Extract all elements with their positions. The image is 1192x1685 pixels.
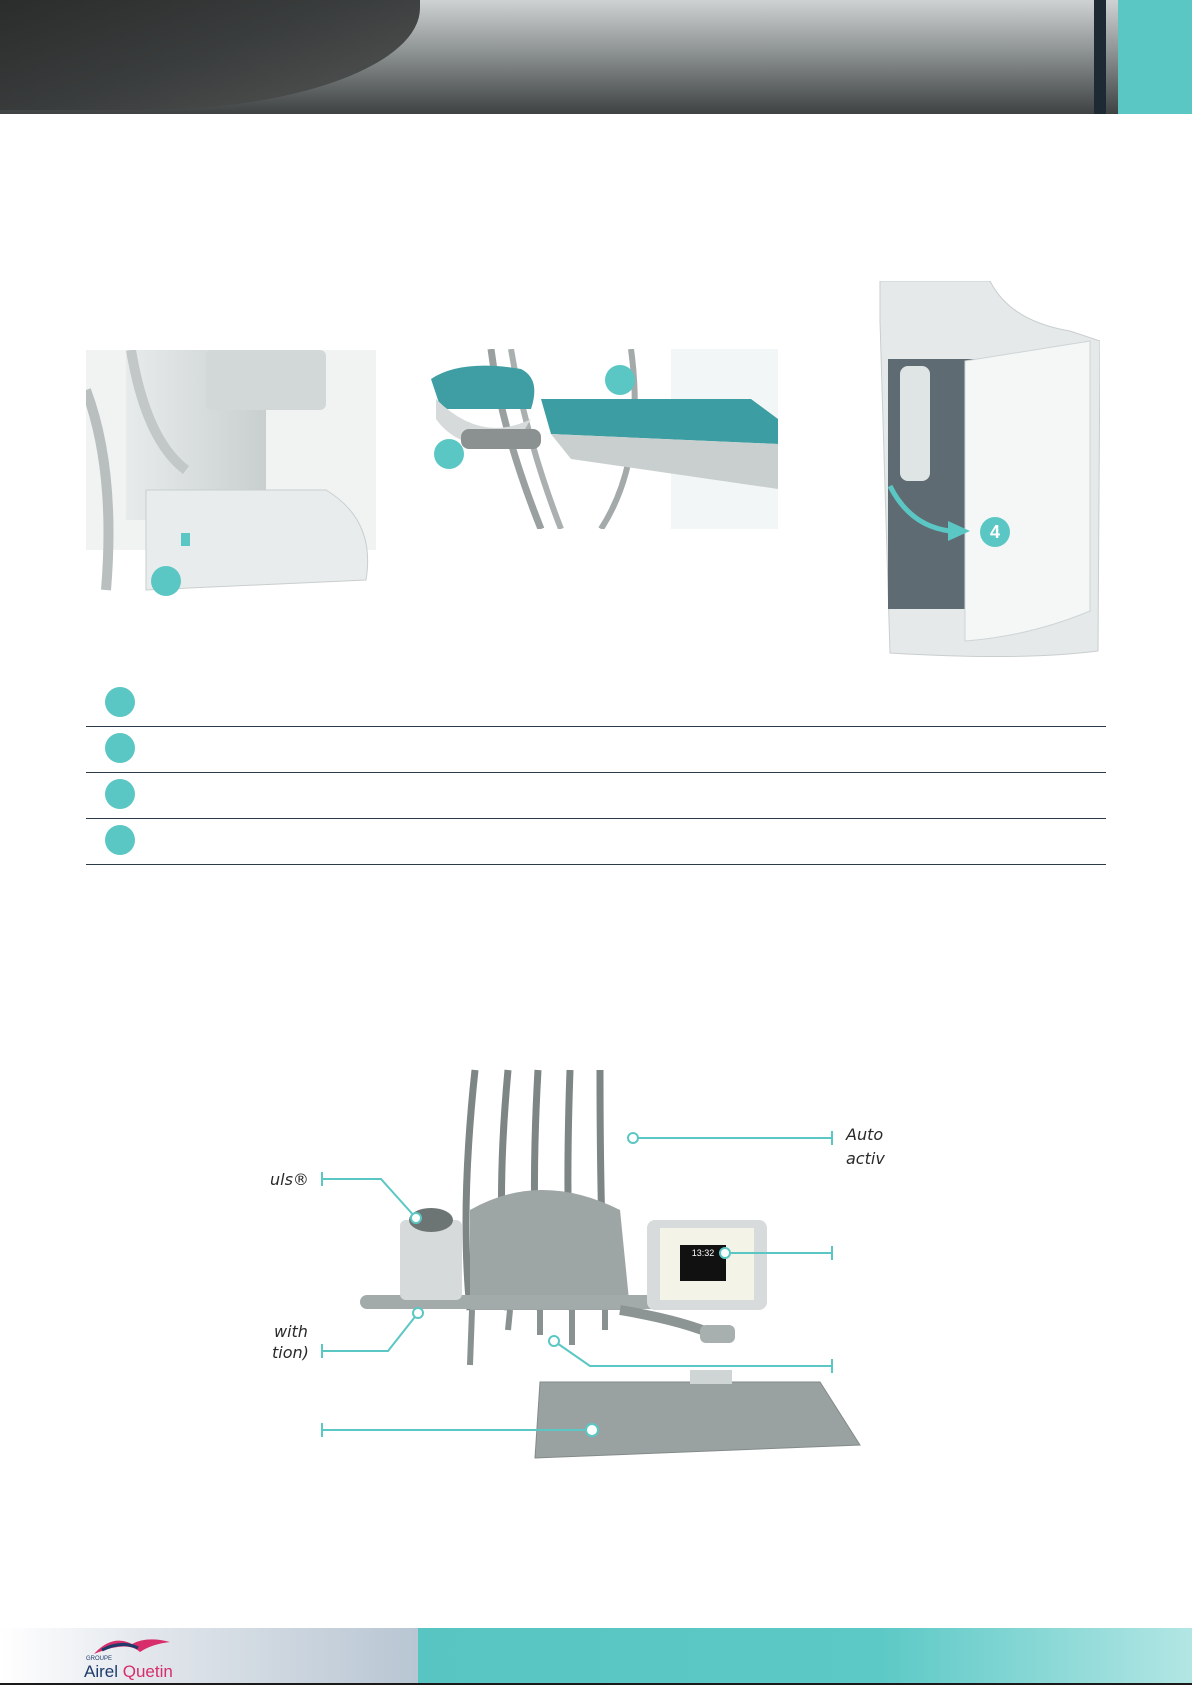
footer-teal-band: [418, 1628, 1192, 1685]
screen-time: 13:32: [691, 1248, 715, 1258]
annotation-left-mid-line2: tion): [272, 1343, 309, 1362]
logo-wordmark-part2: Quetin: [122, 1662, 173, 1681]
logo-groupe-text: GROUPE: [86, 1656, 113, 1662]
annotation-top-right-line1: Auto: [846, 1125, 884, 1144]
annotation-top-right-line2: activ: [846, 1149, 885, 1168]
logo-wordmark: [84, 1662, 173, 1682]
annotation-left-top: uls®: [270, 1170, 309, 1189]
logo-wordmark-part1: Airel: [84, 1662, 119, 1681]
annotation-left-mid-line1: with: [274, 1322, 308, 1341]
footer-logo-area: [0, 1628, 418, 1685]
photo-cabinet-marker: 4: [980, 517, 1010, 547]
